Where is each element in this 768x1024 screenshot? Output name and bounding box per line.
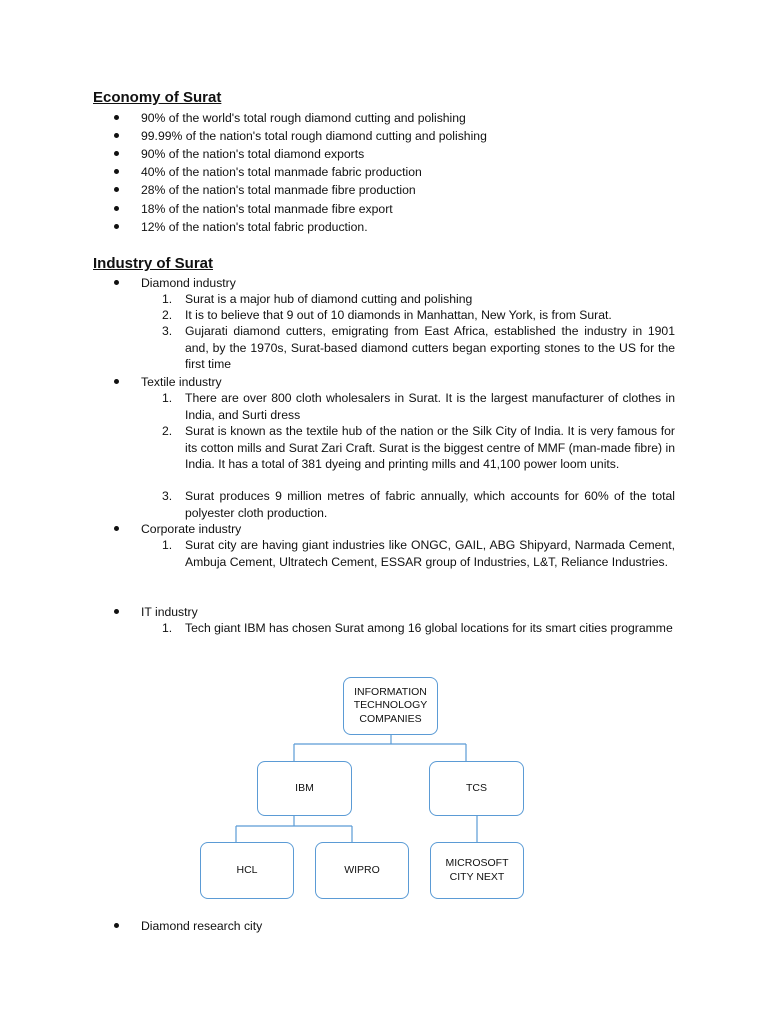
point-text: Surat is a major hub of diamond cutting and polishing bbox=[185, 292, 473, 306]
economy-heading: Economy of Surat bbox=[93, 89, 222, 106]
point-number: 1. bbox=[162, 391, 173, 405]
economy-item: 90% of the world's total rough diamond cutting and polishing bbox=[141, 111, 466, 125]
point-number: 2. bbox=[162, 308, 173, 322]
point-number: 1. bbox=[162, 538, 173, 552]
point-text: Surat produces 9 million metres of fabric annually, which accounts for 60% of the total polyester cloth production. bbox=[185, 489, 675, 520]
point-text: It is to believe that 9 out of 10 diamonds in Manhattan, New York, is from Surat. bbox=[185, 308, 612, 322]
economy-item: 12% of the nation's total fabric production. bbox=[141, 220, 368, 234]
org-node-tcs: TCS bbox=[429, 761, 524, 816]
bullet-icon bbox=[113, 922, 121, 930]
economy-item: 99.99% of the nation's total rough diamond cutting and polishing bbox=[141, 129, 487, 143]
section-title-it: IT industry bbox=[141, 605, 198, 619]
economy-item: 40% of the nation's total manmade fabric production bbox=[141, 165, 422, 179]
economy-item: 28% of the nation's total manmade fibre production bbox=[141, 183, 416, 197]
point-text: There are over 800 cloth wholesalers in Surat. It is the largest manufacturer of clothes in India, and Surti dress bbox=[185, 391, 675, 422]
point-text: Gujarati diamond cutters, emigrating from East Africa, established the industry in 1901 and, by the 1970s, Surat-based diamond cutters began exporting stones to the US for the first time bbox=[185, 324, 675, 371]
section-title-textile: Textile industry bbox=[141, 375, 222, 389]
section-title-corporate: Corporate industry bbox=[141, 522, 242, 536]
point-text: Surat city are having giant industries like ONGC, GAIL, ABG Shipyard, Narmada Cement, Ambuja Cement, Ultratech Cement, ESSAR group of Industries, L&T, Reliance Industries. bbox=[185, 538, 675, 569]
point-number: 3. bbox=[162, 489, 173, 503]
org-node-wipro: WIPRO bbox=[315, 842, 409, 899]
point-number: 3. bbox=[162, 324, 173, 338]
point-text: Tech giant IBM has chosen Surat among 16 global locations for its smart cities programme bbox=[185, 621, 673, 635]
point-number: 1. bbox=[162, 621, 173, 635]
point-text: Surat is known as the textile hub of the nation or the Silk City of India. It is very famous for its cotton mills and Surat Zari Craft. Surat is the biggest centre of MMF (man-made fibre) in India. It has a total of 381 dyeing and printing mills and 41,100 power loom units. bbox=[185, 424, 675, 471]
org-node-hcl: HCL bbox=[200, 842, 294, 899]
org-node-ibm: IBM bbox=[257, 761, 352, 816]
economy-item: 90% of the nation's total diamond exports bbox=[141, 147, 365, 161]
org-node-microsoft: MICROSOFT CITY NEXT bbox=[430, 842, 524, 899]
point-number: 2. bbox=[162, 424, 173, 438]
economy-item: 18% of the nation's total manmade fibre export bbox=[141, 202, 393, 216]
last-bullet-text: Diamond research city bbox=[141, 919, 263, 933]
point-number: 1. bbox=[162, 292, 173, 306]
org-node-root: INFORMATION TECHNOLOGY COMPANIES bbox=[343, 677, 438, 735]
section-title-diamond: Diamond industry bbox=[141, 276, 236, 290]
industry-heading: Industry of Surat bbox=[93, 255, 214, 272]
